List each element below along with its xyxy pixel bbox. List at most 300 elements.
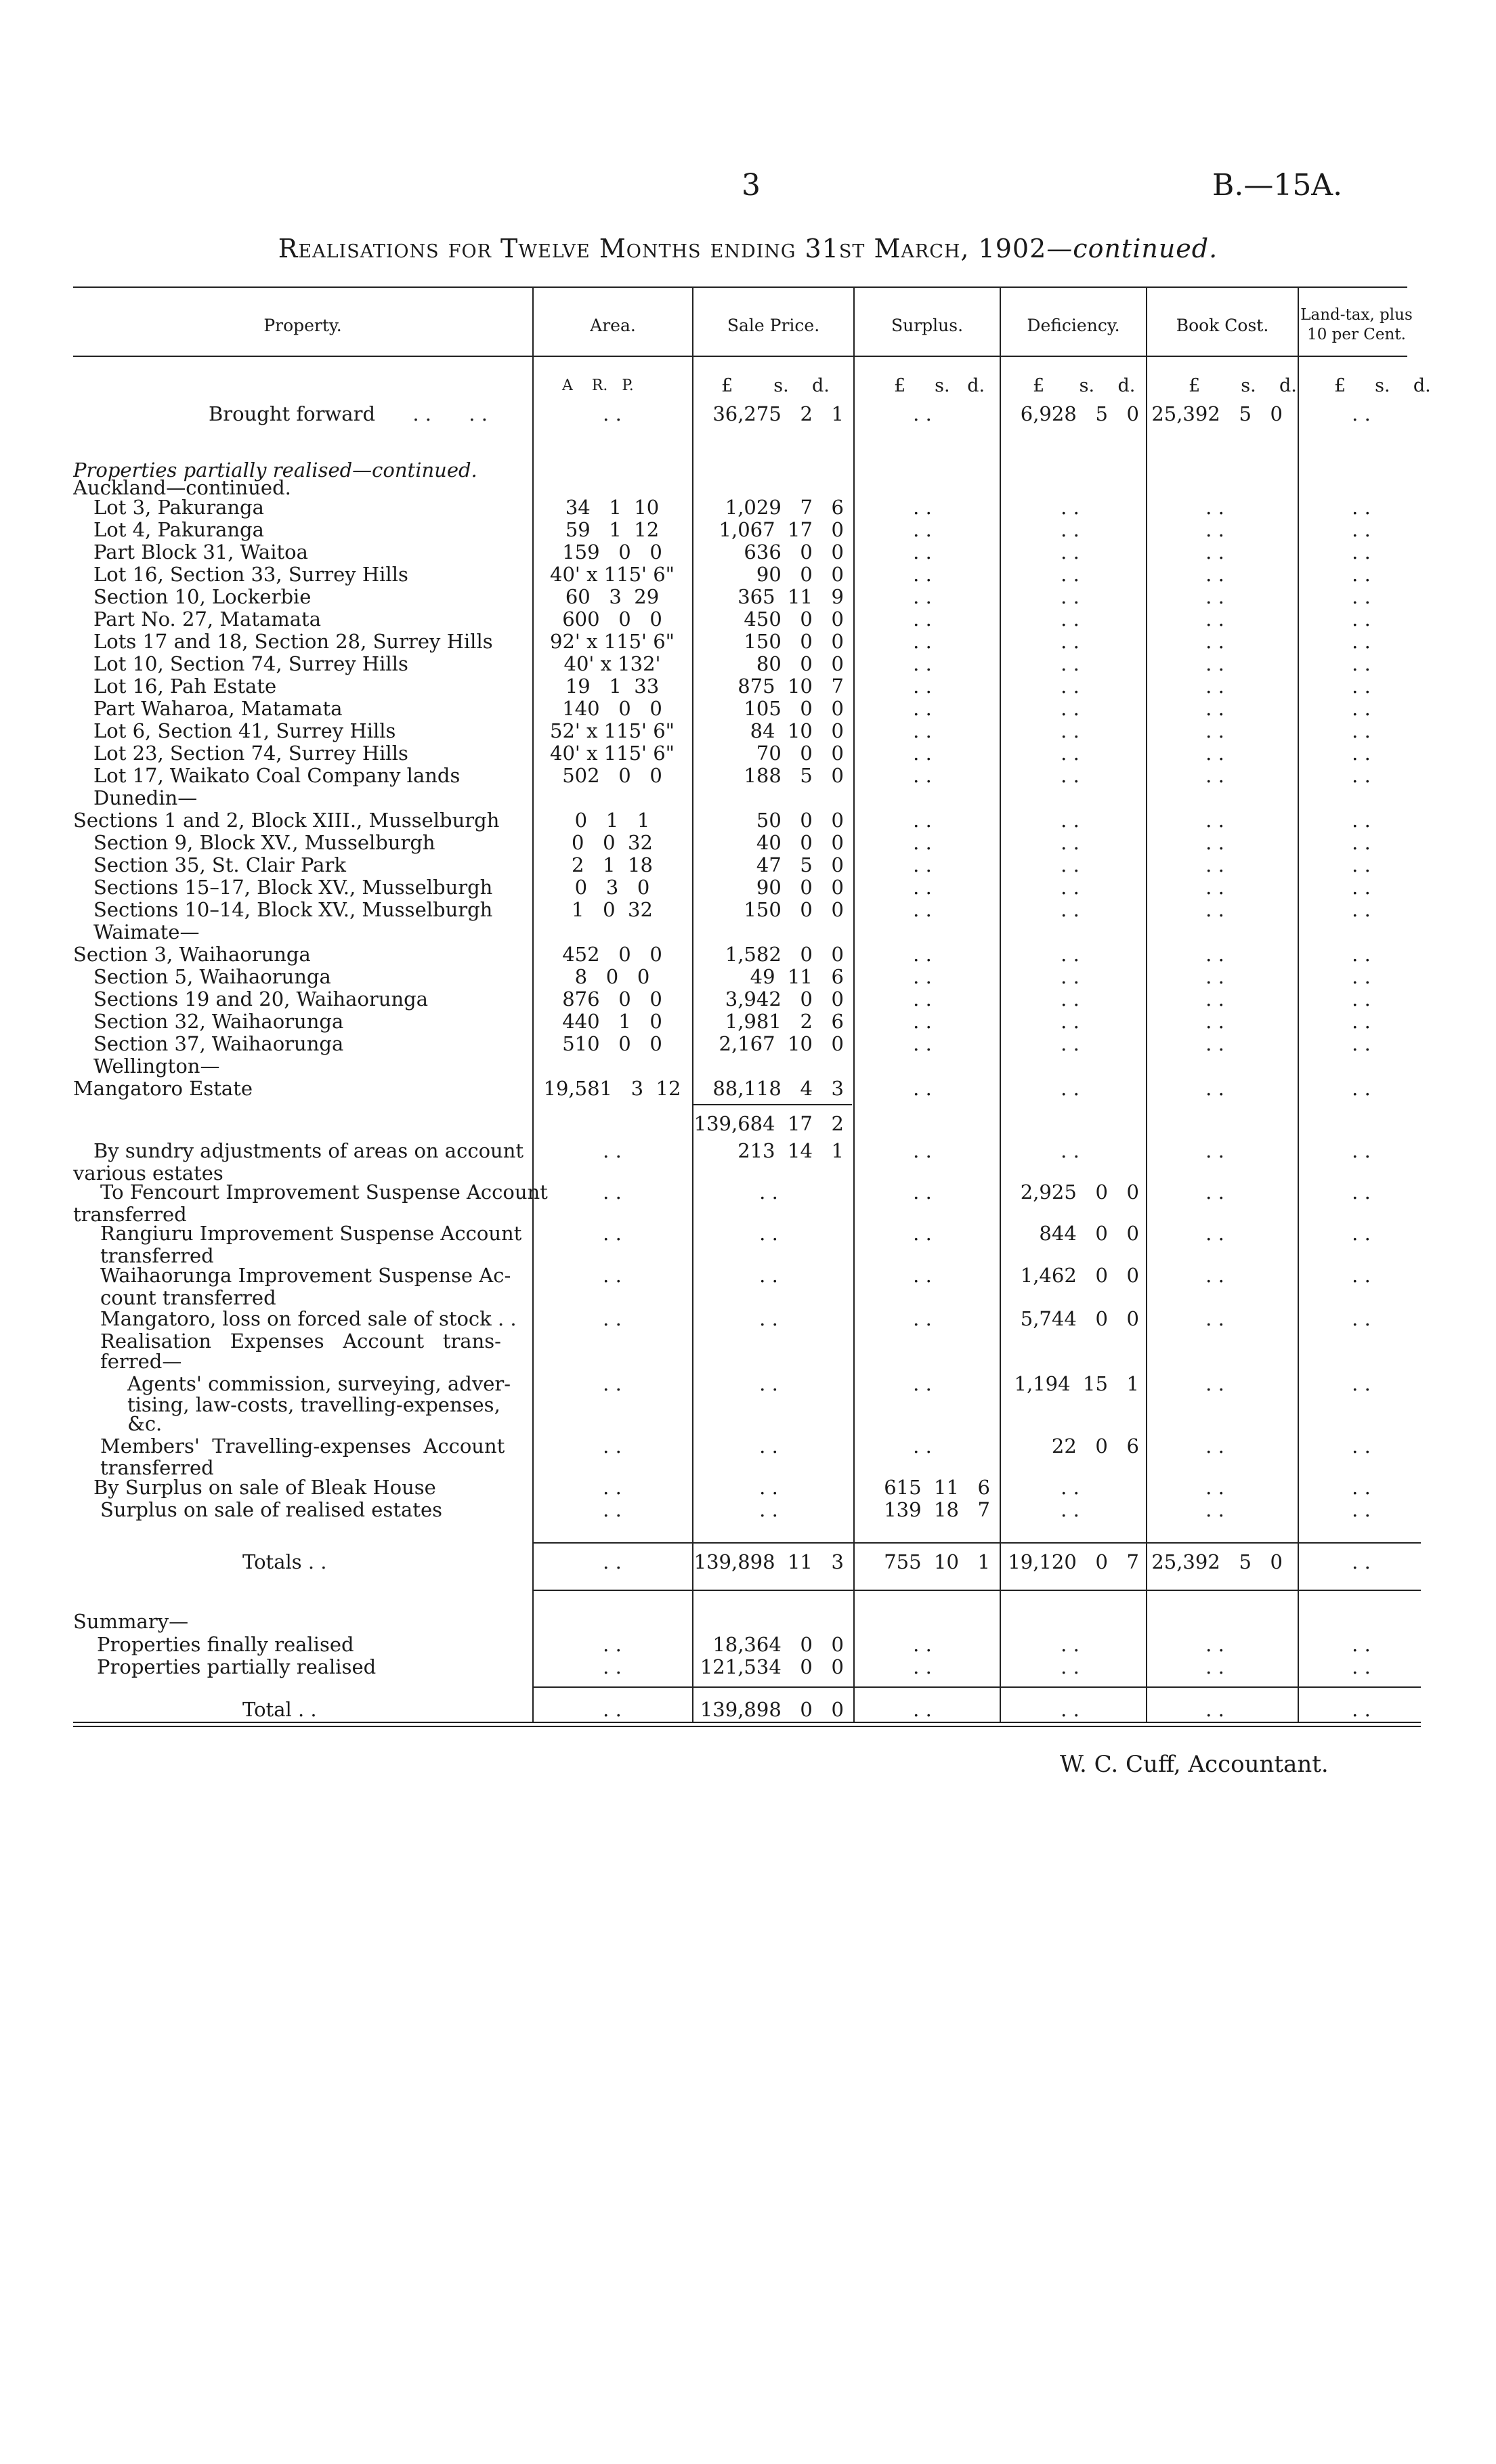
header-book-cost: Book Cost. xyxy=(1176,315,1269,335)
cell-book: . . xyxy=(1205,809,1224,832)
cell-deficiency: . . xyxy=(1061,809,1080,832)
cell-deficiency: . . xyxy=(1061,876,1080,899)
cell-surplus: . . xyxy=(913,719,932,742)
cell-property: Section 32, Waihaorunga xyxy=(93,1011,344,1033)
cell-sale: 636 0 0 xyxy=(744,540,844,564)
cell-area: 452 0 0 xyxy=(562,943,662,966)
table-row xyxy=(0,496,1496,519)
cell-surplus: . . xyxy=(913,1633,932,1656)
table-row xyxy=(0,1330,1496,1353)
cell-surplus: . . xyxy=(913,1077,932,1100)
cell-area: 19 1 33 xyxy=(565,675,660,698)
cell-surplus: . . xyxy=(913,697,932,720)
cell-land: . . xyxy=(1352,987,1371,1011)
cell-property: Mangatoro, loss on forced sale of stock . . xyxy=(100,1308,517,1330)
cell-surplus: . . xyxy=(913,518,932,541)
cell-book: . . xyxy=(1205,853,1224,876)
cell-property: Sections 10–14, Block XV., Musselburgh xyxy=(93,899,493,921)
cell-deficiency: . . xyxy=(1061,652,1080,675)
cell-land: . . xyxy=(1352,719,1371,742)
cell-deficiency: . . xyxy=(1061,1139,1080,1162)
cell-book: . . xyxy=(1205,1498,1224,1521)
table-row xyxy=(0,1223,1496,1245)
cell-book: 25,392 5 0 xyxy=(1151,402,1283,425)
cell-deficiency: . . xyxy=(1061,898,1080,921)
cell-sale: 70 0 0 xyxy=(756,742,844,765)
cell-land: . . xyxy=(1352,1077,1371,1100)
cell-sale: 105 0 0 xyxy=(744,697,844,720)
cell-land: . . xyxy=(1352,1550,1371,1573)
cell-book: . . xyxy=(1205,1264,1224,1287)
table-row xyxy=(0,1477,1496,1499)
cell-property: Lot 17, Waikato Coal Company lands xyxy=(93,765,461,787)
cell-land: . . xyxy=(1352,1655,1371,1678)
table-row xyxy=(0,1265,1496,1287)
table-row xyxy=(0,1499,1496,1521)
cell-area: 440 1 0 xyxy=(562,1010,662,1033)
cell-land: . . xyxy=(1352,1698,1371,1721)
cell-property: Brought forward . . . . xyxy=(209,403,488,425)
cell-book: . . xyxy=(1205,496,1224,519)
units-surplus: £ s. d. xyxy=(894,375,985,396)
cell-land: . . xyxy=(1352,1633,1371,1656)
cell-land: . . xyxy=(1352,943,1371,966)
title-main: Realisations for Twelve Months ending 31st March, 1902 xyxy=(278,234,1047,263)
cell-sale: 49 11 6 xyxy=(750,965,844,988)
cell-book: . . xyxy=(1205,1435,1224,1458)
cell-deficiency: . . xyxy=(1061,1032,1080,1055)
units-sale: £ s. d. xyxy=(721,375,830,396)
cell-area: . . xyxy=(603,1139,622,1162)
page-title xyxy=(0,234,1496,263)
cell-deficiency: . . xyxy=(1061,675,1080,698)
cell-sale: 1,029 7 6 xyxy=(725,496,844,519)
cell-book: . . xyxy=(1205,764,1224,787)
cell-property: &c. xyxy=(127,1413,163,1435)
cell-area: 40' x 115' 6" xyxy=(550,563,675,586)
cell-surplus: . . xyxy=(913,965,932,988)
table-row xyxy=(0,1078,1496,1100)
cell-property: Section 10, Lockerbie xyxy=(93,586,312,608)
cell-sale: 139,684 17 2 xyxy=(693,1112,844,1135)
cell-property: Total . . xyxy=(242,1699,317,1721)
table-row xyxy=(0,698,1496,720)
cell-book: . . xyxy=(1205,675,1224,698)
header-surplus: Surplus. xyxy=(891,315,964,335)
table-row xyxy=(0,1656,1496,1678)
cell-deficiency: . . xyxy=(1061,563,1080,586)
cell-surplus: . . xyxy=(913,898,932,921)
table-row xyxy=(0,519,1496,541)
cell-property: Lot 3, Pakuranga xyxy=(93,496,264,519)
table-row xyxy=(0,876,1496,899)
cell-sale: 36,275 2 1 xyxy=(712,402,844,425)
cell-book: . . xyxy=(1205,1222,1224,1245)
cell-property: Section 35, St. Clair Park xyxy=(93,854,346,876)
cell-book: . . xyxy=(1205,1032,1224,1055)
cell-sale: 1,981 2 6 xyxy=(725,1010,844,1033)
table-row xyxy=(0,1634,1496,1656)
cell-book: . . xyxy=(1205,518,1224,541)
cell-sale: 47 5 0 xyxy=(756,853,844,876)
cell-deficiency: 2,925 0 0 xyxy=(1020,1181,1139,1204)
table-row xyxy=(0,631,1496,653)
cell-deficiency: . . xyxy=(1061,1077,1080,1100)
cell-surplus: . . xyxy=(913,1655,932,1678)
cell-property: Properties partially realised xyxy=(97,1656,377,1678)
cell-surplus: . . xyxy=(913,540,932,564)
table-row xyxy=(0,966,1496,988)
summary-total-rule xyxy=(534,1686,1421,1688)
table-row xyxy=(0,1011,1496,1033)
cell-surplus: . . xyxy=(913,1264,932,1287)
cell-land: . . xyxy=(1352,1032,1371,1055)
cell-sale: 3,942 0 0 xyxy=(725,987,844,1011)
cell-surplus: . . xyxy=(913,630,932,653)
cell-property: Section 37, Waihaorunga xyxy=(93,1033,344,1055)
cell-surplus: . . xyxy=(913,943,932,966)
cell-land: . . xyxy=(1352,809,1371,832)
cell-property: Section 3, Waihaorunga xyxy=(73,943,311,966)
cell-book: . . xyxy=(1205,719,1224,742)
table-row xyxy=(0,564,1496,586)
cell-sale: 2,167 10 0 xyxy=(719,1032,844,1055)
cell-deficiency: . . xyxy=(1061,1655,1080,1678)
cell-land: . . xyxy=(1352,876,1371,899)
table-row xyxy=(0,1551,1496,1573)
cell-book: . . xyxy=(1205,1698,1224,1721)
cell-property: Waihaorunga Improvement Suspense Ac- xyxy=(100,1265,511,1287)
cell-land: . . xyxy=(1352,1264,1371,1287)
units-land: £ s. d. xyxy=(1334,375,1431,396)
cell-deficiency: . . xyxy=(1061,518,1080,541)
cell-book: . . xyxy=(1205,652,1224,675)
cell-sale: 139,898 11 3 xyxy=(693,1550,844,1573)
table-row xyxy=(0,1181,1496,1204)
cell-deficiency: . . xyxy=(1061,1010,1080,1033)
cell-land: . . xyxy=(1352,697,1371,720)
cell-book: . . xyxy=(1205,943,1224,966)
cell-surplus: . . xyxy=(913,1307,932,1330)
cell-property: Sections 1 and 2, Block XIII., Musselburgh xyxy=(73,809,500,832)
cell-area: . . xyxy=(603,1181,622,1204)
cell-land: . . xyxy=(1352,1476,1371,1499)
cell-deficiency: 22 0 6 xyxy=(1051,1435,1139,1458)
table-row xyxy=(0,1611,1496,1633)
cell-property: various estates xyxy=(73,1162,223,1185)
table-row xyxy=(0,943,1496,966)
cell-deficiency: . . xyxy=(1061,719,1080,742)
cell-area: 600 0 0 xyxy=(562,608,662,631)
table-row xyxy=(0,742,1496,765)
cell-sale: 1,582 0 0 xyxy=(725,943,844,966)
cell-deficiency: . . xyxy=(1061,585,1080,608)
cell-area: . . xyxy=(603,1633,622,1656)
cell-property: Totals . . xyxy=(242,1551,327,1573)
table-row xyxy=(0,809,1496,832)
table-bottom-rule-2 xyxy=(73,1726,1421,1727)
table-row xyxy=(0,653,1496,675)
cell-area: 59 1 12 xyxy=(565,518,660,541)
table-row xyxy=(0,403,1496,425)
table-row xyxy=(0,1113,1496,1135)
cell-area: . . xyxy=(603,1222,622,1245)
cell-book: . . xyxy=(1205,630,1224,653)
cell-surplus: . . xyxy=(913,1139,932,1162)
cell-land: . . xyxy=(1352,652,1371,675)
table-row xyxy=(0,921,1496,943)
cell-surplus: . . xyxy=(913,652,932,675)
cell-sale: 1,067 17 0 xyxy=(719,518,844,541)
cell-area: 159 0 0 xyxy=(562,540,662,564)
cell-area: 510 0 0 xyxy=(562,1032,662,1055)
cell-sale: 150 0 0 xyxy=(744,630,844,653)
header-land-tax: Land-tax, plus 10 per Cent. xyxy=(1300,306,1413,343)
header-deficiency: Deficiency. xyxy=(1027,315,1120,335)
cell-book: . . xyxy=(1205,1476,1224,1499)
cell-property: Auckland—continued. xyxy=(73,477,291,499)
cell-surplus: 755 10 1 xyxy=(884,1550,990,1573)
cell-property: By Surplus on sale of Bleak House xyxy=(93,1477,436,1499)
cell-land: . . xyxy=(1352,764,1371,787)
cell-land: . . xyxy=(1352,965,1371,988)
cell-property: Lot 23, Section 74, Surrey Hills xyxy=(93,742,408,765)
table-row xyxy=(0,1033,1496,1055)
cell-surplus: . . xyxy=(913,1372,932,1395)
cell-property: Properties partially realised—continued. xyxy=(73,459,477,482)
cell-sale: . . xyxy=(759,1264,778,1287)
cell-land: . . xyxy=(1352,675,1371,698)
cell-deficiency: . . xyxy=(1061,742,1080,765)
cell-surplus: . . xyxy=(913,1435,932,1458)
table-row xyxy=(0,1287,1496,1309)
cell-area: . . xyxy=(603,1264,622,1287)
cell-sale: 365 11 9 xyxy=(738,585,844,608)
cell-sale: . . xyxy=(759,1222,778,1245)
cell-book: . . xyxy=(1205,987,1224,1011)
cell-area: 0 1 1 xyxy=(574,809,650,832)
cell-land: . . xyxy=(1352,831,1371,854)
table-row xyxy=(0,1373,1496,1395)
cell-land: . . xyxy=(1352,518,1371,541)
cell-deficiency: . . xyxy=(1061,608,1080,631)
cell-property: Realisation Expenses Account trans- xyxy=(100,1330,501,1353)
cell-surplus: . . xyxy=(913,563,932,586)
table-row xyxy=(0,854,1496,876)
cell-property: Part Block 31, Waitoa xyxy=(93,541,308,564)
cell-book: . . xyxy=(1205,1139,1224,1162)
report-reference: B.—15A. xyxy=(1212,168,1343,203)
cell-deficiency: . . xyxy=(1061,943,1080,966)
cell-property: Lot 4, Pakuranga xyxy=(93,519,264,541)
cell-area: . . xyxy=(603,402,622,425)
cell-property: Lot 16, Section 33, Surrey Hills xyxy=(93,564,408,586)
cell-area: 140 0 0 xyxy=(562,697,662,720)
table-row xyxy=(0,988,1496,1011)
cell-surplus: . . xyxy=(913,608,932,631)
cell-land: . . xyxy=(1352,1139,1371,1162)
cell-property: Surplus on sale of realised estates xyxy=(100,1499,442,1521)
cell-land: . . xyxy=(1352,608,1371,631)
cell-book: . . xyxy=(1205,1181,1224,1204)
cell-property: Section 9, Block XV., Musselburgh xyxy=(93,832,435,854)
cell-land: . . xyxy=(1352,898,1371,921)
cell-book: . . xyxy=(1205,965,1224,988)
cell-sale: 50 0 0 xyxy=(756,809,844,832)
cell-sale: . . xyxy=(759,1372,778,1395)
cell-surplus: . . xyxy=(913,585,932,608)
cell-sale: 150 0 0 xyxy=(744,898,844,921)
cell-land: . . xyxy=(1352,402,1371,425)
cell-deficiency: . . xyxy=(1061,1698,1080,1721)
cell-property: Section 5, Waihaorunga xyxy=(93,966,331,988)
cell-book: . . xyxy=(1205,540,1224,564)
cell-surplus: . . xyxy=(913,764,932,787)
table-row xyxy=(0,1055,1496,1078)
cell-land: . . xyxy=(1352,853,1371,876)
cell-property: Agents' commission, surveying, adver- xyxy=(127,1373,511,1395)
cell-surplus: 615 11 6 xyxy=(884,1476,990,1499)
table-row xyxy=(0,586,1496,608)
cell-land: . . xyxy=(1352,742,1371,765)
cell-area: 1 0 32 xyxy=(572,898,653,921)
table-row xyxy=(0,832,1496,854)
table-row xyxy=(0,541,1496,564)
cell-surplus: . . xyxy=(913,1010,932,1033)
cell-surplus: . . xyxy=(913,809,932,832)
cell-book: . . xyxy=(1205,898,1224,921)
cell-book: . . xyxy=(1205,1633,1224,1656)
cell-area: 40' x 132' xyxy=(563,652,661,675)
cell-surplus: . . xyxy=(913,1032,932,1055)
table-row xyxy=(0,899,1496,921)
table-row xyxy=(0,1413,1496,1435)
table-row xyxy=(0,675,1496,698)
cell-sale: 213 14 1 xyxy=(738,1139,844,1162)
cell-book: . . xyxy=(1205,1372,1224,1395)
cell-area: 92' x 115' 6" xyxy=(550,630,675,653)
cell-surplus: . . xyxy=(913,831,932,854)
cell-area: . . xyxy=(603,1698,622,1721)
cell-sale: 18,364 0 0 xyxy=(712,1633,844,1656)
cell-property: By sundry adjustments of areas on account xyxy=(93,1140,524,1162)
cell-deficiency: . . xyxy=(1061,987,1080,1011)
cell-property: Wellington— xyxy=(93,1055,220,1078)
cell-property: Properties finally realised xyxy=(97,1634,354,1656)
title-suffix: —continued. xyxy=(1046,234,1218,263)
header-property: Property. xyxy=(263,315,342,335)
cell-area: . . xyxy=(603,1655,622,1678)
cell-area: 0 3 0 xyxy=(574,876,650,899)
cell-property: Lot 10, Section 74, Surrey Hills xyxy=(93,653,408,675)
cell-land: . . xyxy=(1352,1498,1371,1521)
cell-deficiency: . . xyxy=(1061,1476,1080,1499)
cell-land: . . xyxy=(1352,1181,1371,1204)
cell-sale: 450 0 0 xyxy=(744,608,844,631)
cell-area: . . xyxy=(603,1498,622,1521)
cell-deficiency: . . xyxy=(1061,831,1080,854)
units-book: £ s. d. xyxy=(1189,375,1297,396)
cell-book: . . xyxy=(1205,1077,1224,1100)
cell-book: . . xyxy=(1205,876,1224,899)
cell-surplus: . . xyxy=(913,496,932,519)
header-sale-price: Sale Price. xyxy=(727,315,820,335)
cell-property: count transferred xyxy=(100,1287,276,1309)
cell-land: . . xyxy=(1352,630,1371,653)
page-number: 3 xyxy=(742,168,761,203)
cell-area: 52' x 115' 6" xyxy=(550,719,675,742)
cell-sale: 90 0 0 xyxy=(756,876,844,899)
cell-property: Lot 6, Section 41, Surrey Hills xyxy=(93,720,396,742)
units-area: A R. P. xyxy=(562,377,634,394)
cell-area: 2 1 18 xyxy=(572,853,653,876)
cell-area: . . xyxy=(603,1307,622,1330)
cell-area: 34 1 10 xyxy=(565,496,660,519)
cell-property: transferred xyxy=(100,1245,214,1267)
cell-land: . . xyxy=(1352,1372,1371,1395)
cell-sale: 40 0 0 xyxy=(756,831,844,854)
cell-property: Waimate— xyxy=(93,921,200,943)
cell-property: Lot 16, Pah Estate xyxy=(93,675,277,698)
cell-surplus: . . xyxy=(913,402,932,425)
units-deficiency: £ s. d. xyxy=(1033,375,1136,396)
cell-deficiency: . . xyxy=(1061,1498,1080,1521)
totals-bottom-rule xyxy=(534,1590,1421,1591)
cell-land: . . xyxy=(1352,1435,1371,1458)
cell-book: . . xyxy=(1205,1655,1224,1678)
cell-property: Rangiuru Improvement Suspense Account xyxy=(100,1223,522,1245)
cell-area: 502 0 0 xyxy=(562,764,662,787)
cell-land: . . xyxy=(1352,496,1371,519)
header-area: Area. xyxy=(590,315,636,335)
cell-land: . . xyxy=(1352,1222,1371,1245)
cell-property: ferred— xyxy=(100,1351,182,1373)
cell-area: 60 3 29 xyxy=(565,585,660,608)
table-row xyxy=(0,1308,1496,1330)
cell-deficiency: 6,928 5 0 xyxy=(1020,402,1139,425)
cell-deficiency: . . xyxy=(1061,697,1080,720)
cell-sale: 188 5 0 xyxy=(744,764,844,787)
cell-sale: . . xyxy=(759,1476,778,1499)
cell-land: . . xyxy=(1352,563,1371,586)
cell-sale: 88,118 4 3 xyxy=(712,1077,844,1100)
cell-property: transferred xyxy=(100,1457,214,1479)
cell-area: . . xyxy=(603,1372,622,1395)
cell-property: Part No. 27, Matamata xyxy=(93,608,321,631)
table-row xyxy=(0,1140,1496,1162)
cell-sale: 875 10 7 xyxy=(738,675,844,698)
table-row xyxy=(0,787,1496,809)
cell-book: . . xyxy=(1205,831,1224,854)
table-row xyxy=(0,1699,1496,1721)
cell-book: . . xyxy=(1205,742,1224,765)
table-row xyxy=(0,1351,1496,1373)
cell-deficiency: . . xyxy=(1061,853,1080,876)
cell-sale: 90 0 0 xyxy=(756,563,844,586)
cell-surplus: . . xyxy=(913,742,932,765)
cell-deficiency: . . xyxy=(1061,540,1080,564)
cell-deficiency: . . xyxy=(1061,496,1080,519)
cell-book: . . xyxy=(1205,585,1224,608)
cell-surplus: . . xyxy=(913,853,932,876)
cell-surplus: . . xyxy=(913,1222,932,1245)
cell-sale: 84 10 0 xyxy=(750,719,844,742)
cell-sale: . . xyxy=(759,1307,778,1330)
cell-deficiency: . . xyxy=(1061,630,1080,653)
cell-book: . . xyxy=(1205,608,1224,631)
cell-property: Summary— xyxy=(73,1611,189,1633)
cell-property: tising, law-costs, travelling-expenses, xyxy=(127,1394,500,1416)
